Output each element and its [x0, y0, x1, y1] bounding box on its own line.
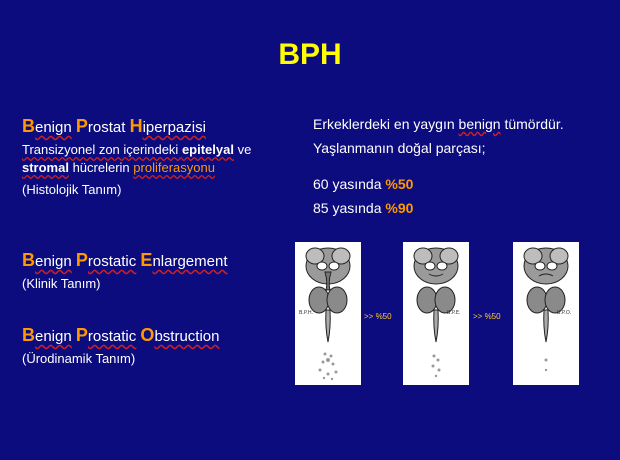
arrow-label-1: >> %50 [364, 312, 392, 321]
stat-label: 60 yasında [313, 176, 386, 192]
bph-definition [22, 117, 251, 199]
stat-85 [313, 196, 564, 220]
prostate-illustration-icon [513, 242, 579, 385]
desc-text: ve [233, 142, 252, 157]
heading-word: iperpazisi [142, 119, 206, 136]
heading-initial: E [140, 250, 153, 270]
arrow-label-2: >> %50 [473, 312, 501, 321]
right-line1 [313, 112, 564, 136]
prostate-figure-bph [295, 242, 361, 385]
prostate-illustration-icon [403, 242, 469, 385]
heading-word: enign [35, 328, 72, 345]
figure-label: B.P.O. [557, 310, 572, 316]
stat-value: %90 [385, 200, 414, 216]
right-description [313, 112, 564, 220]
desc-highlight: proliferasyonu [133, 160, 215, 175]
heading-word: rostatic [87, 253, 137, 270]
stat-60 [313, 172, 564, 196]
figure-label: B.P.H. [299, 310, 314, 316]
prostate-illustration-icon [295, 242, 361, 385]
heading-word: enign [35, 253, 72, 270]
text: tümördür. [500, 116, 564, 132]
prostate-figure-bpo [513, 242, 579, 385]
bph-heading [22, 117, 251, 137]
heading-initial: P [75, 250, 88, 270]
right-line2: Yaşlanmanın doğal parçası; [313, 140, 486, 156]
bpe-heading [22, 251, 227, 271]
bpo-note: (Ürodinamik Tanım) [22, 351, 136, 366]
bpo-definition [22, 326, 219, 368]
bph-description [22, 141, 251, 177]
prostate-figure-bpe [403, 242, 469, 385]
stat-value: %50 [385, 176, 414, 192]
heading-initial: B [22, 250, 35, 270]
slide-title: BPH [278, 38, 342, 71]
bpe-note: (Klinik Tanım) [22, 276, 101, 291]
desc-bold: stromal [22, 160, 69, 175]
bph-note: (Histolojik Tanım) [22, 182, 122, 197]
heading-word: enign [35, 119, 72, 136]
heading-initial: B [22, 325, 35, 345]
heading-initial: P [75, 325, 88, 345]
desc-bold: epitelyal [181, 142, 234, 157]
heading-initial: B [22, 116, 35, 136]
desc-text: hücrelerin [68, 160, 134, 175]
heading-initial: O [140, 325, 155, 345]
text: Erkeklerdeki en yaygın [313, 116, 459, 132]
heading-word: nlargement [152, 253, 228, 270]
heading-initial: H [129, 116, 143, 136]
heading-word: rostatic [87, 328, 137, 345]
desc-text: Transizyonel zon içerindeki [22, 142, 182, 157]
stat-label: 85 yasında [313, 200, 386, 216]
text-underlined: benign [458, 116, 501, 132]
heading-initial: P [75, 116, 88, 136]
figure-label: B.P.E. [447, 310, 461, 316]
heading-word: rostat [87, 119, 126, 136]
bpe-definition [22, 251, 227, 293]
bpo-heading [22, 326, 219, 346]
heading-word: bstruction [154, 328, 220, 345]
